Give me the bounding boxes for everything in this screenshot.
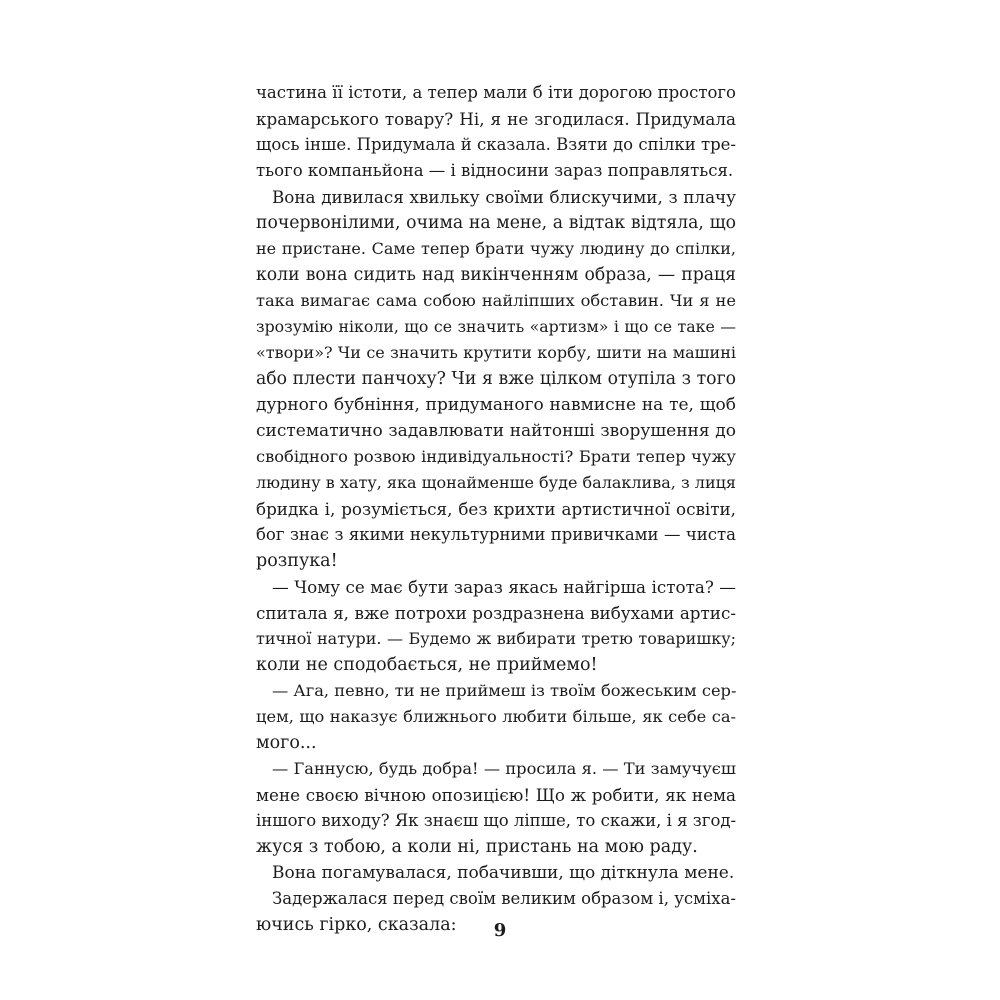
text-line: ючись гірко, сказала: xyxy=(256,915,457,935)
text-line: Вона погамувалася, побачивши, що діткнула мене. xyxy=(272,863,735,883)
text-line: бог знає з якими некультурними привичками — чиста xyxy=(256,525,736,544)
text-line: крамарського товару? Ні, я не згодилася. Придумала xyxy=(256,109,736,129)
text-line: Задержалася перед своїм великим образом і, усміха- xyxy=(272,889,736,908)
text-line: систематично задавлювати найтонші зворушення до xyxy=(256,421,736,441)
text-line: коли вона сидить над викінченням образа, — праця xyxy=(256,265,736,285)
text-line: — Ганнусю, будь добра! — просила я. — Ти замучуєш xyxy=(272,759,736,778)
text-line: така вимагає сама собою найліпших обставин. Чи я не xyxy=(256,291,736,310)
text-line: дурного бубніння, придуманого навмисне на те, щоб xyxy=(256,395,736,415)
text-line: бридка і, розуміється, без крихти артистичної освіти, xyxy=(256,499,736,519)
text-line: коли не сподобається, не приймемо! xyxy=(256,655,598,675)
text-line: свобідного розвою індивідуальності? Брати тепер чужу xyxy=(256,447,736,466)
text-line: розпука! xyxy=(256,551,338,571)
text-line: — Чому се має бути зараз якась найгірша істота? — xyxy=(272,577,736,597)
text-line: зрозумію ніколи, що се значить «артизм» і що се таке — xyxy=(256,317,736,336)
text-line: не пристане. Саме тепер брати чужу людину до спілки, xyxy=(256,239,736,258)
text-line: тього компаньйона — і відносини зараз поправляться. xyxy=(256,161,734,180)
text-line: жуся з тобою, а коли ні, пристань на мою раду. xyxy=(256,837,698,857)
text-line: «твори»? Чи се значить крутити корбу, шити на машині xyxy=(256,343,736,362)
text-line: щось інше. Придумала й сказала. Взяти до спілки тре- xyxy=(256,135,736,154)
text-line: людину в хату, яка щонайменше буде балаклива, з лиця xyxy=(256,473,736,492)
text-line: тичної натури. — Будемо ж вибирати третю товаришку; xyxy=(256,629,736,648)
text-line: цем, що наказує ближнього любити більше, як себе са- xyxy=(256,707,736,726)
text-line: Вона дивилася хвильку своїми блискучими, з плачу xyxy=(272,187,736,207)
text-line: мене своєю вічною опозицією! Що ж робити, як нема xyxy=(256,785,736,805)
text-line: мого... xyxy=(256,733,317,753)
text-line: спитала я, вже потрохи роздразнена вибухами артис- xyxy=(256,603,736,623)
text-line: або плести панчоху? Чи я вже цілком отупіла з того xyxy=(256,369,736,389)
text-line: іншого виходу? Як знаєш що ліпше, то скажи, і я згод- xyxy=(256,811,737,830)
page-number: 9 xyxy=(493,920,507,941)
text-line: — Ага, певно, ти не приймеш із твоїм божеським сер- xyxy=(272,681,737,700)
text-line: частина її істоти, а тепер мали б іти дорогою простого xyxy=(256,83,736,102)
text-line: почервонілими, очима на мене, а відтак відтяла, що xyxy=(256,213,736,233)
